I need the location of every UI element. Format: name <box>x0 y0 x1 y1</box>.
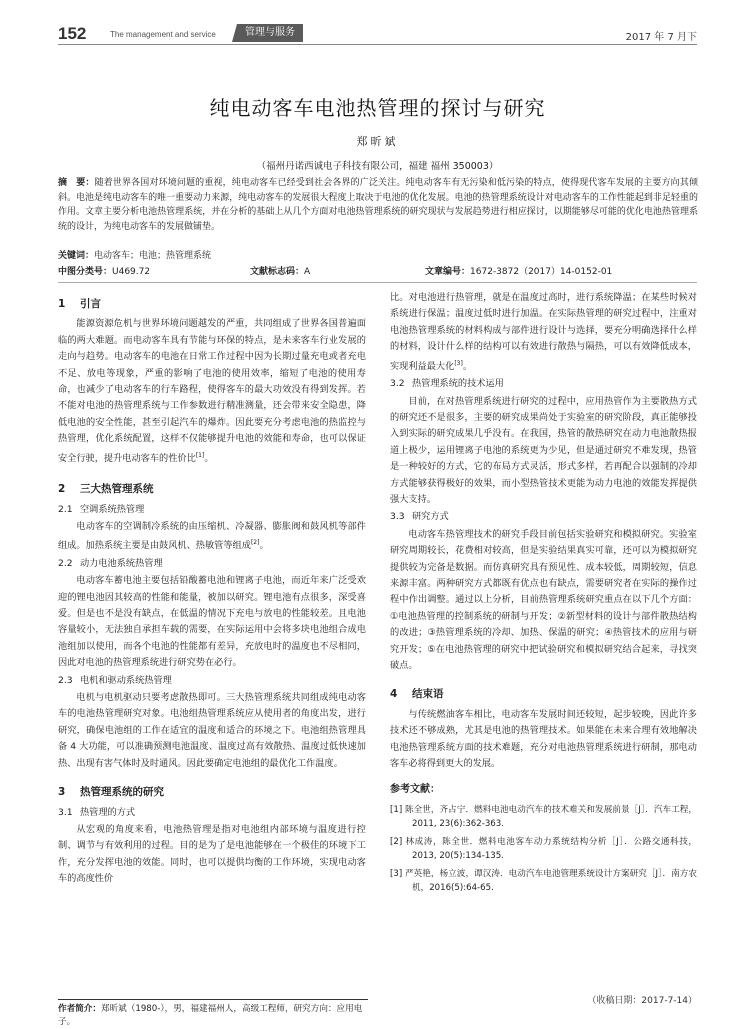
section-heading <box>58 296 366 312</box>
paragraph <box>58 519 366 555</box>
subsection-heading <box>390 376 697 392</box>
subsection-heading <box>58 556 366 572</box>
paper-title: 纯电动客车电池热管理的探讨与研究 <box>209 96 546 120</box>
section-title: 热管理系统的研究 <box>80 786 164 799</box>
references-heading: 参考文献： <box>390 784 440 796</box>
paragraph-text: 电动客车的空调制冷系统的由压缩机、冷凝器、膨胀阀和鼓风机等部件组成。加热系统主要是由鼓风机、热敏管等组成 <box>58 520 366 552</box>
section-number: 4 <box>390 688 398 701</box>
paragraph-end: 。 <box>204 452 214 464</box>
subsection-heading <box>58 673 366 689</box>
page-number: 152 <box>58 24 87 43</box>
journal-name: The management and service <box>110 30 216 39</box>
footnote-text: 郑昕斌（1980-），男，福建福州人，高级工程师，研究方向：应用电子。 <box>58 1004 363 1027</box>
paragraph: 电动客车蓄电池主要包括铅酸蓄电池和锂离子电池，而近年来广泛受欢迎的锂电池因其较高的性能和能量，被加以研究。锂电池有点很多，深受喜爱。但是也不是没有缺点，在低温的情况下充电与放电的性能较差。且电池容量较小，无法独自承担车载的需要，在实际运用中会将多块电池组合成电池组加以使用，而各个电池的性能都有差异，充放电时的温度也不尽相同，因此对电池的热管理系统进行研究势在必行。 <box>58 575 366 669</box>
reference-item: [2] 林成涛，陈全世．燃料电池客车动力系统结构分析［J］．公路交通科技，2013, 20(5):134-135. <box>390 836 697 862</box>
section-number: 1 <box>58 298 66 310</box>
section-heading <box>58 481 366 497</box>
subsection-title: 空调系统热管理 <box>80 503 145 515</box>
author-footnote <box>58 999 368 1029</box>
article-number <box>425 264 612 277</box>
subsection-number: 2.1 <box>58 503 73 515</box>
paragraph-end: 。 <box>259 540 269 552</box>
citation: [1] <box>195 451 205 459</box>
footnote-label: 作者简介： <box>58 1004 101 1014</box>
subsection-title: 动力电池系统热管理 <box>80 557 163 569</box>
subsection-number: 3.2 <box>390 378 405 390</box>
doc-code-value: A <box>304 267 311 277</box>
right-column <box>390 290 697 899</box>
author-name: 郑昕斌 <box>356 135 399 148</box>
subsection-title: 研究方式 <box>412 511 449 523</box>
reference-item: [1] 陈全世，齐占宁．燃料电池电动汽车的技术难关和发展前景［J］．汽车工程，2011, 23(6):362-363. <box>390 804 697 830</box>
abstract <box>58 176 698 234</box>
subsection-title: 电机和驱动系统热管理 <box>80 674 172 686</box>
subsection-number: 3.3 <box>390 511 405 523</box>
document-code <box>250 264 310 277</box>
subsection-heading <box>390 509 697 525</box>
paragraph-end: 。 <box>462 360 472 372</box>
section-title: 引言 <box>80 298 101 310</box>
keywords <box>58 248 211 261</box>
keywords-label: 关键词： <box>58 251 95 261</box>
paragraph <box>58 316 366 467</box>
paragraph <box>390 290 697 375</box>
paragraph: 与传统燃油客车相比，电动客车发展时间还较短，起步较晚，因此许多技术还不够成熟，尤其是电池的热管理技术。如果能在未来合理有效地解决电池热管理系统方面的技术难题，充分对电池热管理系统进行研制，那电动客车必将得到更大的发展。 <box>390 708 697 770</box>
paragraph-text: 能源资源危机与世界环境问题越发的严重，共同组成了世界各国普遍面临的两大难题。而电动客车具有节能与环保的特点，是未来客车行业发展的走向与趋势。电动客车的电池在日常工作过程中因为长期过量充电或者充电不足、放电等现象，严重的影响了电池的使用效率，缩短了电池的使用寿命，也减少了电动客车的行车路程，使得客车的最大功效没有得到发挥。若不能对电池的热管理系统与工作参数进行精准测量，还会带来安全隐患，降低电池的安全性能，甚至引起汽车的爆炸。因此要充分考虑电池的热监控与热管理，优化系统配置，这样不仅能够提升电池的效能和寿命，也可以保证安全行驶，提升电动客车的性价比 <box>58 318 366 464</box>
subsection-heading <box>58 805 366 821</box>
doc-code-label: 文献标志码： <box>250 267 305 277</box>
subsection-title: 热管理的方式 <box>80 806 136 818</box>
section-number: 3 <box>58 786 66 799</box>
article-number-value: 1672-3872（2017）14-0152-01 <box>470 267 613 277</box>
subsection-number: 2.3 <box>58 674 73 686</box>
abstract-text: 随着世界各国对环境问题的重视，纯电动客车已经受到社会各界的广泛关注。纯电动客车有无污染和低污染的特点，使得现代客车发展的主要方向其倾斜。电池是纯电动客车的唯一重要动力来源，纯电动客车的发展很大程度上取决于电池的优化发展。电池的热管理系统设计对电动客车的工作性能起到非足轻重的作用。文章主要分析电池热管理系统，并在分析的基础上从几个方面对电池热管理系统的研究现状与发展趋势进行相应探讨，以期能够尽可能的优化电池热管理系统的设计，为纯电动客车的发展做铺垫。 <box>58 178 698 232</box>
paragraph: 电动客车热管理技术的研究手段目前包括实验研究和模拟研究。实验室研究周期较长，花费相对较高，但是实验结果真实可靠，还可以为模拟研究提供较为完备是数据。而仿真研究具有预见性、成本较低，周期较短，信息来源丰富。两种研究方式都既有优点也有缺点，需要研究者在实际的操作过程中作出调整。通过以上分析，目前热管理系统研究重点在以下几个方面：①电池热管理的控制系统的研制与开发；②新型材料的设计与部件散热结构的改进；③热管理系统的冷却、加热、保温的研究；④热管技术的应用与研究开发；⑤在电池热管理的研究中把试验研究和模拟研究结合起来，寻找突破点。 <box>390 528 697 671</box>
column-badge: 管理与服务 <box>237 24 303 42</box>
paragraph: 从宏观的角度来看，电池热管理是指对电池组内部环境与温度进行控制、调节与有效利用的过程。目的是为了是电池能够在一个极佳的环境下工作，充分发挥电池的效能。同时，也可以提供均衡的工作环境，实现电动客车的高度性价 <box>58 823 366 885</box>
affiliation: （福州丹诺西诚电子科技有限公司，福建 福州 350003） <box>256 161 499 172</box>
paragraph: 目前，在对热管理系统进行研究的过程中，应用热管作为主要散热方式的研究还不是很多，主要的研究成果尚处于实验室的研究阶段，真正能够投入到实际的研究成果几乎没有。在我国，热管的散热研究在动力电池散热报道上极少，运用锂离子电池的系统更为少见，但是通过研究不难发现，热管是一种较好的方式，它的布局方式灵活，形式多样，若再配合以强制的冷却方式能够获得极好的效果，而小型热管技术更能为动力电池的效能发挥提供强大支持。 <box>390 395 697 505</box>
paragraph-text: 比。对电池进行热管理，就是在温度过高时，进行系统降温；在某些时候对系统进行保温；温度过低时进行加温。在实际热管理的研究过程中，注重对电池热管理系统的材料构成与部件进行设计与选择，要充分明确选择什么样的材料，设计什么样的结构可以有效进行散热与隔热，可以有效降低成本，实现利益最大化 <box>390 292 697 372</box>
subsection-heading <box>58 502 366 518</box>
citation: [2] <box>250 539 260 547</box>
clc-number <box>58 264 150 277</box>
abstract-label: 摘 要： <box>58 178 95 188</box>
article-number-label: 文章编号： <box>425 267 471 277</box>
subsection-number: 2.2 <box>58 557 73 569</box>
section-title: 三大热管理系统 <box>80 483 154 496</box>
subsection-title: 热管理系统的技术运用 <box>412 378 504 390</box>
section-heading <box>58 784 366 800</box>
clc-label: 中图分类号： <box>58 267 113 277</box>
section-number: 2 <box>58 483 66 496</box>
keywords-text: 电动客车；电池；热管理系统 <box>94 251 212 261</box>
citation: [3] <box>454 359 463 367</box>
reference-item: [3] 严英艳，杨立波，谭汉涛．电动汽车电池管理系统设计方案研究［J］．南方农机，2016(5):64-65. <box>390 868 697 894</box>
section-rule <box>58 282 697 283</box>
received-date: （收稿日期：2017-7-14） <box>587 996 697 1006</box>
section-title: 结束语 <box>412 688 444 701</box>
paragraph: 电机与电机驱动只要考虑散热即可。三大热管理系统共同组成纯电动客车的电池热管理研究对象。电池组热管理系统应从使用者的角度出发，进行研究，确保电池组的工作在适宜的温度和适合的环境之下。电池组热管理具备 4 大功能，可以准确预测电池温度、温度过高有效散热、温度过低快速加热、出现有害气体时及时通风。因此要确定电池组的最优化工作温度。 <box>58 692 366 769</box>
issue-date: 2017 年 7 月下 <box>625 32 697 43</box>
clc-value: U469.72 <box>112 267 151 277</box>
subsection-number: 3.1 <box>58 806 73 818</box>
left-column <box>58 290 366 888</box>
section-heading <box>390 686 697 702</box>
header-rule <box>58 44 697 45</box>
